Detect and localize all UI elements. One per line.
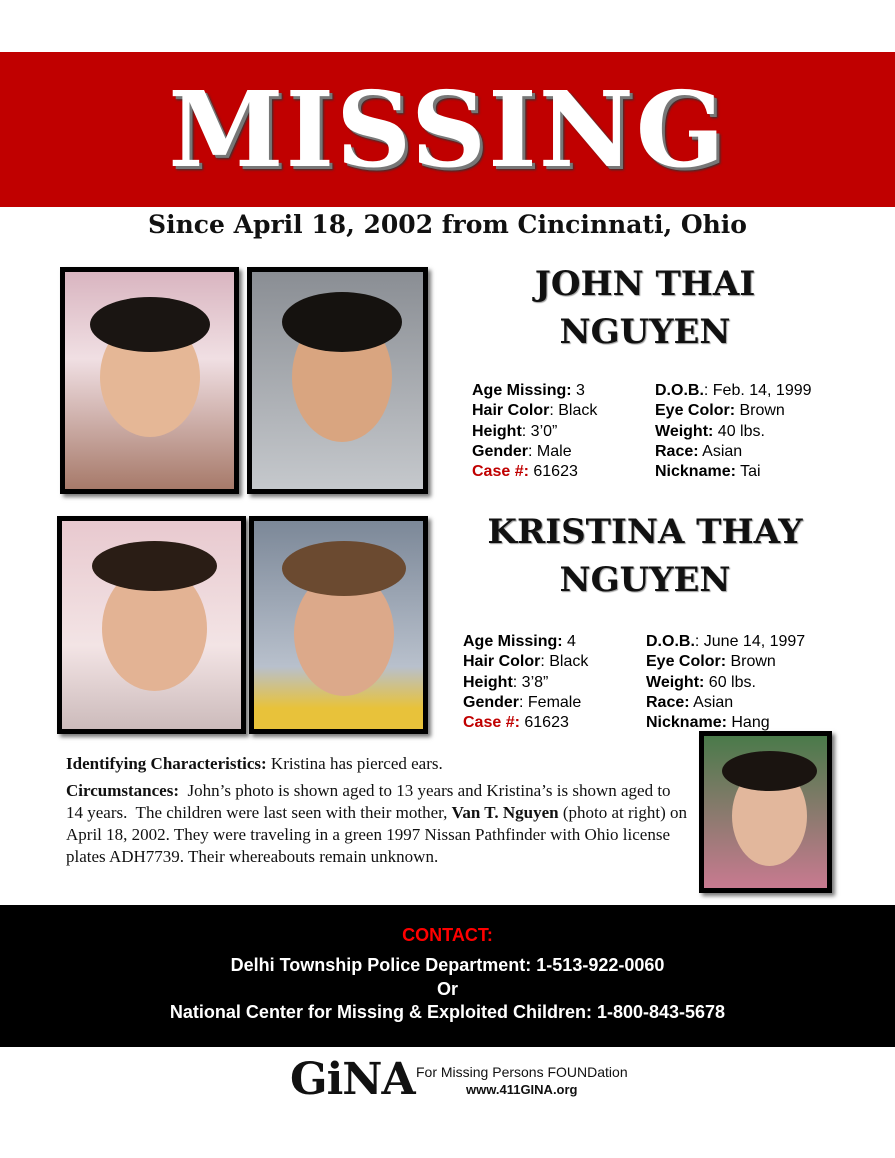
value: Brown: [726, 653, 776, 671]
value: Hang: [726, 714, 770, 732]
kristina-details-right: [646, 632, 805, 733]
mother-name: Van T. Nguyen: [451, 803, 559, 822]
value: 40 lbs.: [713, 422, 765, 440]
label: Gender: [463, 693, 520, 711]
contact-heading: CONTACT:: [402, 925, 493, 945]
value: Kristina has pierced ears.: [266, 754, 443, 773]
poster-title: MISSING: [168, 68, 727, 191]
label: Eye Color:: [646, 653, 727, 671]
kristina-name-line1: KRISTINA THAY: [487, 512, 803, 552]
value: : Feb. 14, 1999: [703, 382, 812, 399]
value: : Black: [549, 402, 598, 420]
value: : Male: [528, 442, 572, 460]
john-details-right: [655, 381, 812, 482]
identifying-characteristics: [66, 753, 691, 775]
label: Age Missing:: [463, 633, 563, 650]
value: 3: [571, 382, 585, 399]
label: D.O.B.: [655, 382, 704, 399]
label: Nickname:: [655, 463, 736, 481]
label: Race:: [655, 442, 699, 460]
label: Identifying Characteristics:: [66, 754, 267, 773]
john-name-line2: NGUYEN: [559, 312, 731, 352]
label: Eye Color:: [655, 402, 736, 420]
value: : Female: [519, 693, 582, 711]
circumstances: [66, 780, 691, 868]
kristina-photo-age4: [57, 516, 246, 734]
value: Tai: [735, 463, 761, 481]
value: Asian: [689, 693, 734, 711]
kristina-photo-age-progressed: [249, 516, 428, 734]
john-name-line1: JOHN THAI: [534, 264, 756, 304]
value: 60 lbs.: [704, 673, 756, 691]
case-number: 61623: [519, 714, 569, 732]
foundation-tagline: For Missing Persons FOUNDation: [416, 1064, 628, 1080]
contact-or: Or: [436, 979, 458, 999]
label: Circumstances:: [66, 781, 179, 800]
contact-ncmec: National Center for Missing & Exploited Children: 1-800-843-5678: [169, 1002, 726, 1022]
value: Brown: [735, 402, 785, 420]
contact-police: Delhi Township Police Department: 1-513-922-0060: [230, 955, 665, 975]
john-details-left: [472, 381, 597, 482]
subtitle: Since April 18, 2002 from Cincinnati, Ohio: [148, 210, 747, 239]
foundation-url[interactable]: www.411GINA.org: [466, 1082, 578, 1097]
text: (photo at right) on April 18, 2002. They were traveling in a green 1997 Nissan Pathfinder with Ohio license plates ADH7739. Their whereabouts remain unknown.: [66, 803, 691, 866]
label: Weight:: [655, 422, 714, 440]
label: Weight:: [646, 673, 705, 691]
case-label: Case #:: [463, 714, 520, 732]
case-number: 61623: [528, 463, 578, 481]
gina-logo: GiNA: [290, 1054, 415, 1105]
label: Height: [472, 422, 522, 440]
text: John’s photo is shown aged to 13 years and Kristina’s is shown aged to 14 years. The children were last seen with their mother,: [66, 781, 675, 822]
john-photo-age-progressed: [247, 267, 428, 494]
label: D.O.B.: [646, 633, 695, 650]
label: Hair Color: [472, 402, 550, 420]
value: : 3’0”: [521, 422, 558, 440]
john-photo-age3: [60, 267, 239, 494]
value: : Black: [540, 653, 589, 671]
value: Asian: [698, 442, 743, 460]
label: Age Missing:: [472, 382, 572, 399]
case-label: Case #:: [472, 463, 529, 481]
mother-photo: [699, 731, 832, 893]
value: : June 14, 1997: [694, 633, 806, 650]
label: Hair Color: [463, 653, 541, 671]
value: 4: [562, 633, 576, 650]
label: Gender: [472, 442, 529, 460]
kristina-name-line2: NGUYEN: [559, 560, 731, 600]
label: Height: [463, 673, 513, 691]
label: Race:: [646, 693, 690, 711]
kristina-details-left: [463, 632, 588, 733]
value: : 3’8”: [512, 673, 549, 691]
label: Nickname:: [646, 714, 727, 732]
